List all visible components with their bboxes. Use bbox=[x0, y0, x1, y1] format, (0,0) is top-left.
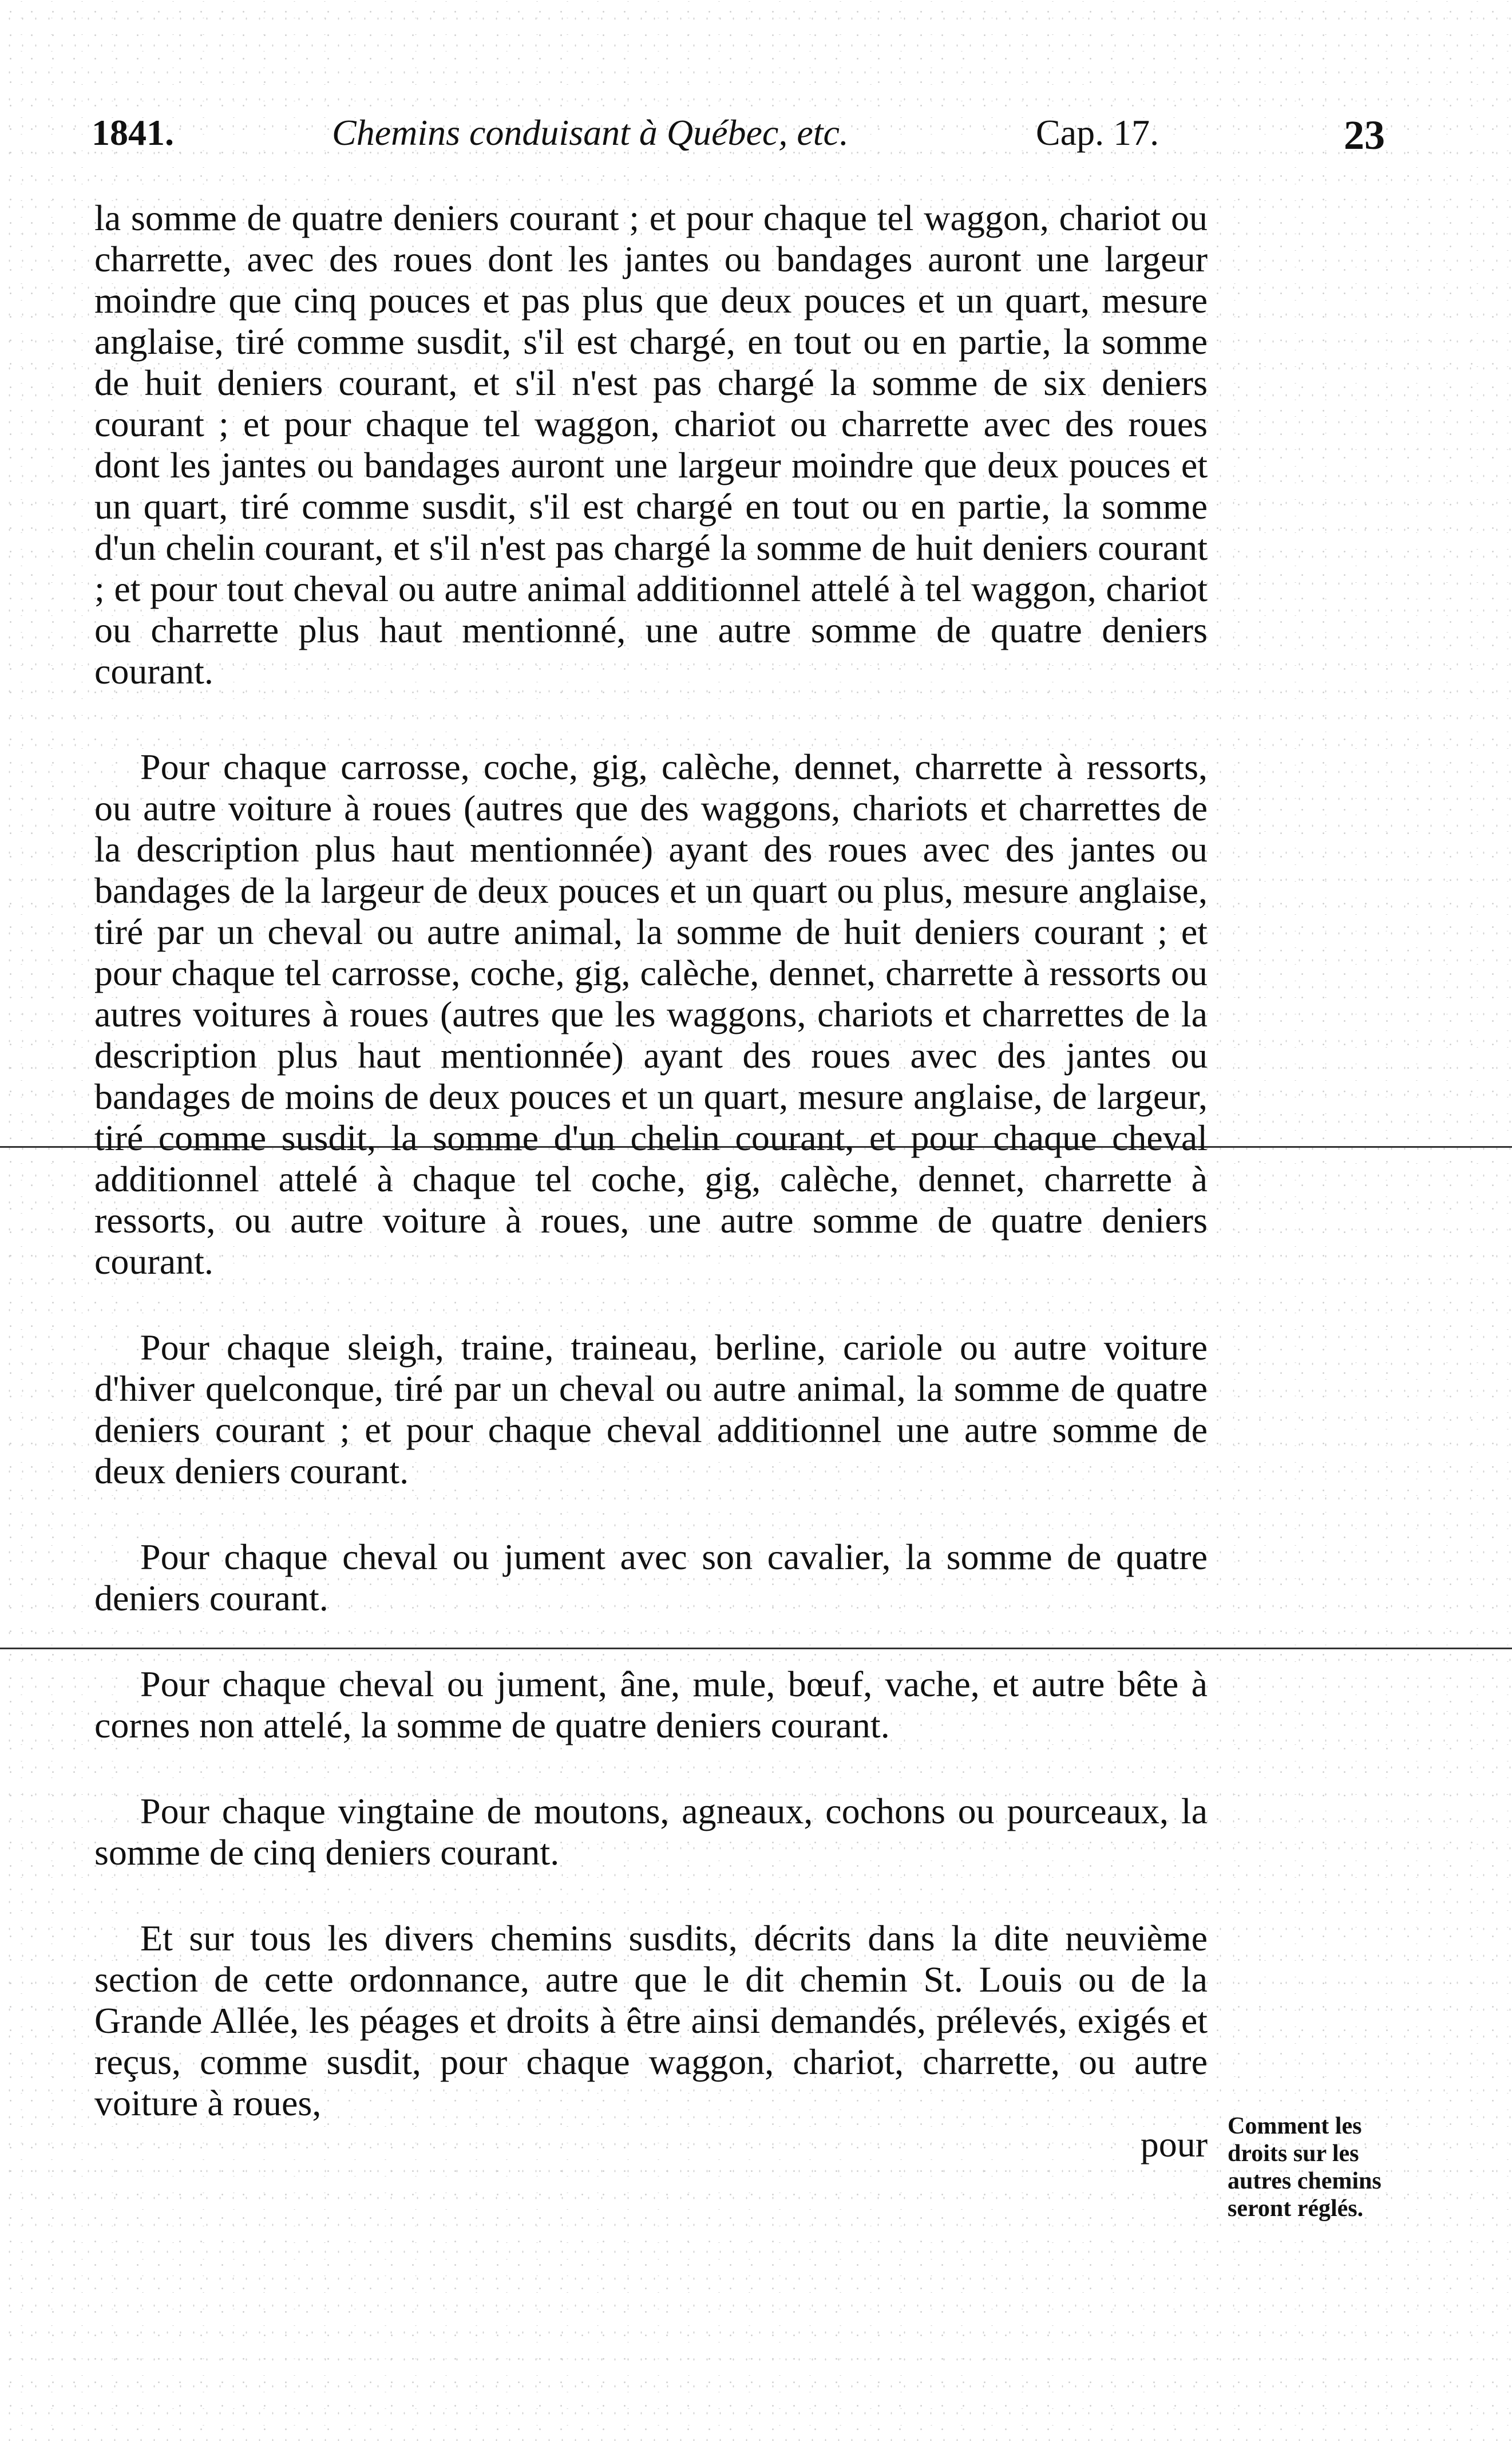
header-year: 1841. bbox=[92, 112, 174, 153]
paragraph-other-roads-text: Et sur tous les divers chemins susdits, décrits dans la dite neuvième section de cette ordonnance, autre que le dit chemin St. Louis ou de la Grande Allée, les péages et droits à être ainsi demandés, prélevés, exigés et reçus, comme susdit, pour chaque waggon, chariot, charrette, ou autre voiture à roues, bbox=[94, 1918, 1208, 2123]
paragraph-tolls-sheep-pigs: Pour chaque vingtaine de moutons, agneaux, cochons ou pourceaux, la somme de cinq deniers courant. bbox=[94, 1791, 1208, 1873]
paragraph-tolls-livestock: Pour chaque cheval ou jument, âne, mule, bœuf, vache, et autre bête à cornes non attelé, la somme de quatre deniers courant. bbox=[94, 1664, 1208, 1745]
paragraph-tolls-waggons: la somme de quatre deniers courant ; et pour chaque tel waggon, chariot ou charrette, avec des roues dont les jantes ou bandages auront une largeur moindre que cinq pouces et pas plus que deux pouces et un quart, mesure anglaise, tiré comme susdit, s'il est chargé, en tout ou en partie, la somme de huit deniers courant, et s'il n'est pas chargé la somme de six deniers courant ; et pour chaque tel waggon, chariot ou charrette avec des roues dont les jantes ou bandages auront une largeur moindre que deux pouces et un quart, tiré comme susdit, s'il est chargé en tout ou en partie, la somme d'un chelin courant, et s'il n'est pas chargé la somme de huit deniers courant ; et pour tout cheval ou autre animal additionnel attelé à tel waggon, chariot ou charrette plus haut mentionné, une autre somme de quatre deniers courant. bbox=[94, 198, 1208, 692]
paragraph-other-roads bbox=[94, 1918, 1208, 2165]
body-text bbox=[94, 198, 1208, 2165]
paragraph-tolls-winter-vehicles: Pour chaque sleigh, traine, traineau, berline, cariole ou autre voiture d'hiver quelconque, tiré par un cheval ou autre animal, la somme de quatre deniers courant ; et pour chaque cheval additionnel une autre somme de deux deniers courant. bbox=[94, 1327, 1208, 1491]
paragraph-tolls-horse-rider: Pour chaque cheval ou jument avec son cavalier, la somme de quatre deniers courant. bbox=[94, 1537, 1208, 1618]
page-header bbox=[92, 112, 1385, 157]
header-chapter: Cap. 17. bbox=[1036, 112, 1159, 153]
margin-note: Comment les droits sur les autres chemins seront réglés. bbox=[1228, 2113, 1382, 2222]
header-title: Chemins conduisant à Québec, etc. bbox=[332, 112, 849, 153]
page-number: 23 bbox=[1344, 112, 1385, 158]
catchword: pour bbox=[1140, 2124, 1208, 2164]
paragraph-tolls-carriages: Pour chaque carrosse, coche, gig, calèche, dennet, charrette à ressorts, ou autre voiture à roues (autres que des waggons, chariots et charrettes de la description plus haut mentionnée) ayant des roues avec des jantes ou bandages de la largeur de deux pouces et un quart ou plus, mesure anglaise, tiré par un cheval ou autre animal, la somme de huit deniers courant ; et pour chaque tel carrosse, coche, gig, calèche, dennet, charrette à ressorts ou autres voitures à roues (autres que les waggons, chariots et charrettes de la description plus haut mentionnée) ayant des roues avec des jantes ou bandages de moins de deux pouces et un quart, mesure anglaise, de largeur, tiré comme susdit, la somme d'un chelin courant, et pour chaque cheval additionnel attelé à chaque tel coche, gig, calèche, dennet, charrette à ressorts, ou autre voiture à roues, une autre somme de quatre deniers courant. bbox=[94, 746, 1208, 1282]
